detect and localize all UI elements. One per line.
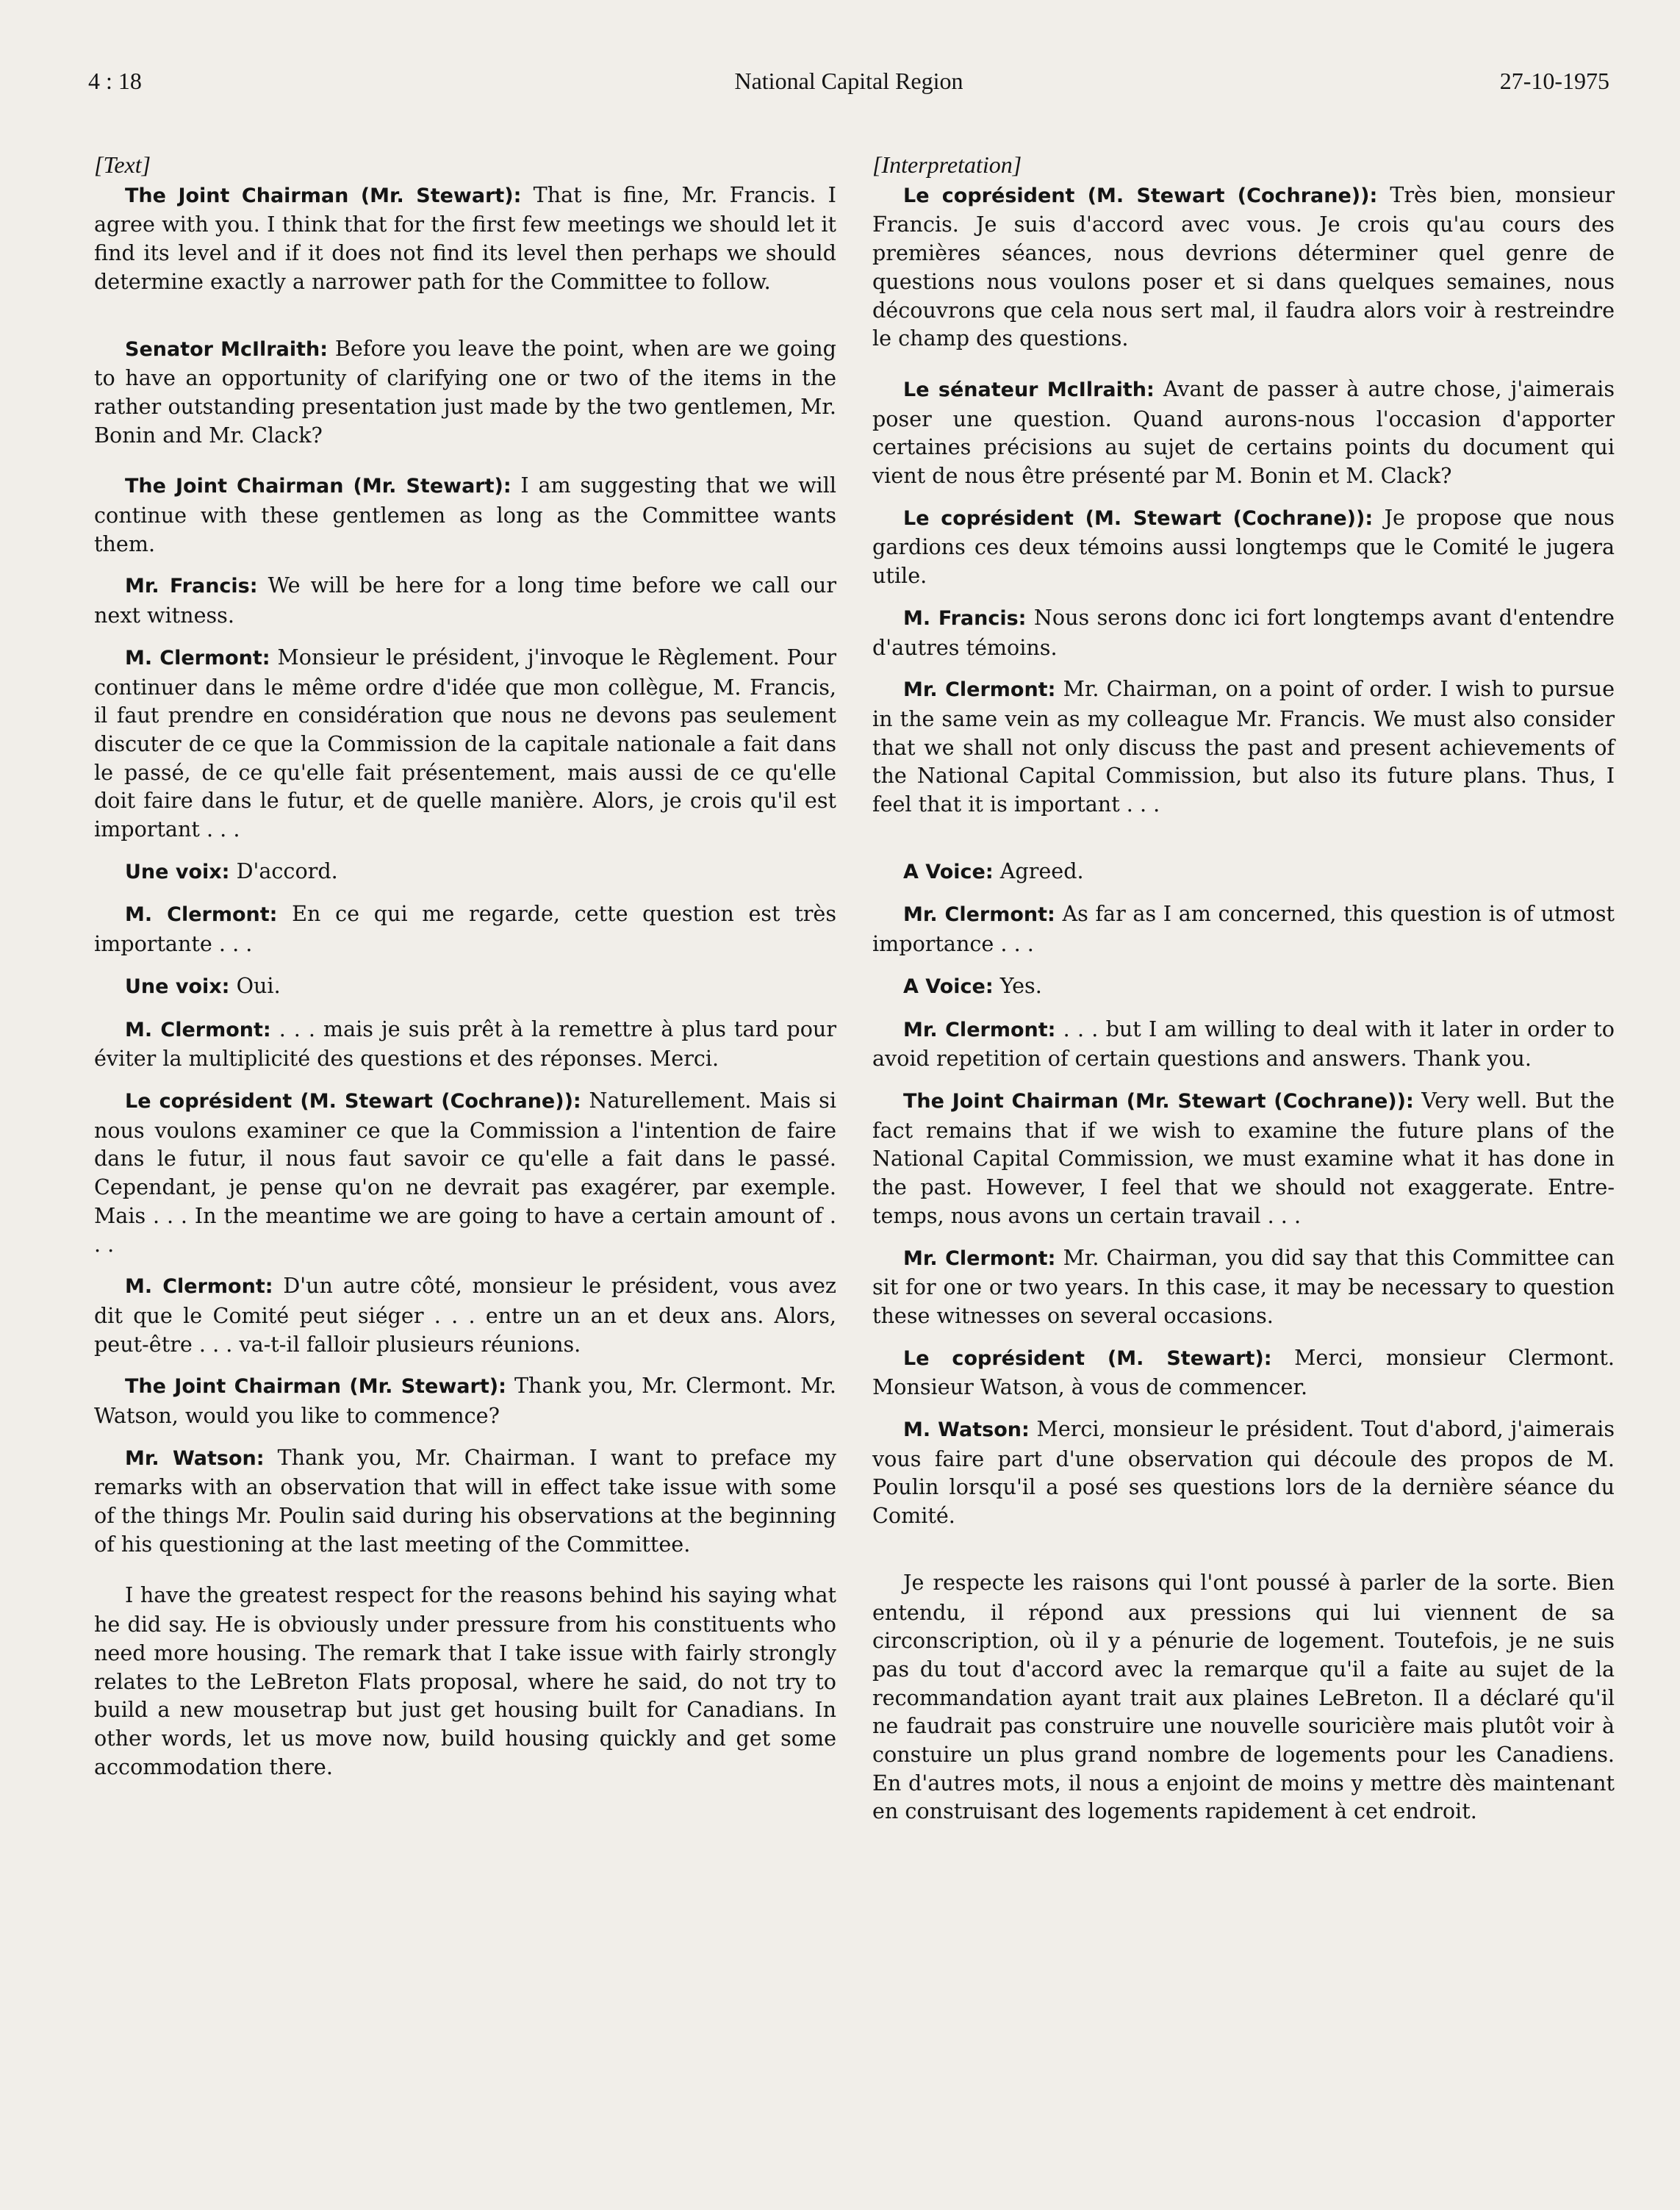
speaker-name: Mr. Watson: bbox=[125, 1446, 265, 1470]
transcript-paragraph bbox=[872, 675, 1615, 819]
transcript-paragraph bbox=[94, 1271, 836, 1358]
speech-text: . . . mais je suis prêt à la remettre à plus tard pour éviter la multiplicité des questions et des réponses. Merci. bbox=[94, 1016, 837, 1072]
speaker-name: Une voix: bbox=[125, 975, 230, 998]
transcript-paragraph bbox=[94, 1371, 836, 1429]
speech-text: Agreed. bbox=[999, 858, 1084, 883]
language-tag: [Interpretation] bbox=[872, 151, 1022, 178]
speaker-name: The Joint Chairman (Mr. Stewart): bbox=[125, 184, 522, 207]
speech-text: Before you leave the point, when are we going to have an opportunity of clarifying one or two of the items in the rather outstanding presentation just made by the two gentlemen, Mr. Bonin and Mr. Clack? bbox=[94, 335, 836, 448]
transcript-paragraph bbox=[872, 1415, 1615, 1530]
page-number: 4 : 18 bbox=[88, 68, 142, 94]
transcript-paragraph bbox=[94, 571, 836, 629]
speaker-name: Le coprésident (M. Stewart (Cochrane)): bbox=[903, 506, 1374, 530]
speech-text: Je respecte les raisons qui l'ont poussé à parler de la sorte. Bien entendu, il répond aux pressions qui lui viennent de sa circonscription, où il y a pénurie de logement. Toutefois, je ne suis pas du tout d'accord avec la remarque qu'il a faite au sujet de la recommandation ayant trait aux plaines LeBreton. Il a déclaré qu'il ne faudrait pas construire une nouvelle souricière mais plutôt voir à constuire un plus grand nombre de logements pour les Canadiens. En d'autres mots, il nous a enjoint de moins y mettre dès maintenant en construisant des logements rapidement à cet endroit. bbox=[872, 1569, 1615, 1824]
transcript-paragraph bbox=[872, 603, 1615, 661]
speech-text: D'un autre côté, monsieur le président, vous avez dit que le Comité peut siéger . . . entre un an et deux ans. Alors, peut-être . . . va-t-il falloir plusieurs réunions. bbox=[94, 1273, 836, 1357]
speaker-name: The Joint Chairman (Mr. Stewart): bbox=[125, 475, 511, 498]
speaker-name: Mr. Francis: bbox=[125, 575, 258, 598]
speaker-name: M. Clermont: bbox=[125, 1275, 273, 1299]
speaker-name: Le coprésident (M. Stewart (Cochrane)): bbox=[903, 184, 1378, 207]
speech-text: Naturellement. Mais si nous voulons examiner ce que la Commission a l'intention de faire dans le futur, il nous faut savoir ce qu'elle a fait dans le passé. Cependant, je pense qu'on ne devrait pas exagérer, par exemple. Mais . . . In the meantime we are going to have a certain amount of . . . bbox=[94, 1087, 836, 1257]
transcript-paragraph bbox=[872, 503, 1615, 590]
speaker-name: Le sénateur McIlraith: bbox=[903, 378, 1155, 401]
speech-text: Nous serons donc ici fort longtemps avant d'entendre d'autres témoins. bbox=[872, 604, 1615, 660]
transcript-paragraph bbox=[94, 181, 836, 296]
transcript-paragraph bbox=[94, 972, 836, 1002]
speech-text: Merci, monsieur Clermont. Monsieur Watson, à vous de commencer. bbox=[872, 1344, 1615, 1400]
transcript-paragraph bbox=[872, 1015, 1615, 1073]
speaker-name: A Voice: bbox=[903, 975, 994, 998]
page-header bbox=[88, 68, 1609, 104]
language-tag: [Text] bbox=[94, 151, 151, 178]
speaker-name: M. Clermont: bbox=[125, 646, 270, 670]
speaker-name: Mr. Clermont: bbox=[903, 903, 1055, 927]
left-column bbox=[94, 151, 836, 1781]
speaker-name: Mr. Clermont: bbox=[903, 1246, 1056, 1270]
transcript-paragraph bbox=[94, 643, 836, 844]
transcript-paragraph bbox=[94, 857, 836, 887]
speech-text: En ce qui me regarde, cette question est très importante . . . bbox=[94, 901, 836, 957]
speech-text: D'accord. bbox=[236, 858, 338, 883]
speech-text: Merci, monsieur le président. Tout d'abord, j'aimerais vous faire part d'une observation qui découle des propos de M. Poulin lorsqu'il a posé ses questions lors de la dernière séance du Comité. bbox=[872, 1416, 1615, 1529]
speech-text: I am suggesting that we will continue with these gentlemen as long as the Committee wants them. bbox=[94, 473, 836, 556]
speaker-name: M. Clermont: bbox=[125, 1018, 271, 1041]
speech-text: Très bien, monsieur Francis. Je suis d'accord avec vous. Je crois qu'au cours des premières séances, nous devrions déterminer quel genre de questions nous voulons poser et si dans quelques semaines, nous découvrons que cela nous sert mal, il faudra alors voir à restreindre le champ des questions. bbox=[872, 182, 1615, 351]
speech-text: I have the greatest respect for the reasons behind his saying what he did say. He is obviously under pressure from his constituents who need more housing. The remark that I take issue with fairly strongly relates to the LeBreton Flats proposal, where he said, do not try to build a new mousetrap but just get housing built for Canadians. In other words, let us move now, build housing quickly and get some accommodation there. bbox=[94, 1582, 836, 1779]
speech-text: That is fine, Mr. Francis. I agree with you. I think that for the first few meetings we should let it find its level and if it does not find its level then perhaps we should determine exactly a narrower path for the Committee to follow. bbox=[94, 182, 836, 294]
transcript-paragraph bbox=[94, 1581, 836, 1782]
speaker-name: Mr. Clermont: bbox=[903, 678, 1056, 702]
speech-text: Oui. bbox=[236, 972, 281, 998]
speech-text: Thank you, Mr. Clermont. Mr. Watson, would you like to commence? bbox=[94, 1373, 836, 1429]
transcript-paragraph bbox=[94, 1443, 836, 1559]
speaker-name: Senator McIlraith: bbox=[125, 337, 329, 361]
transcript-paragraph bbox=[872, 1086, 1615, 1230]
speech-text: We will be here for a long time before we call our next witness. bbox=[94, 573, 836, 628]
transcript-paragraph bbox=[94, 1015, 836, 1073]
speech-text: Mr. Chairman, you did say that this Committee can sit for one or two years. In this case, it may be necessary to question these witnesses on several occasions. bbox=[872, 1244, 1615, 1328]
speaker-name: A Voice: bbox=[903, 860, 994, 883]
page-date: 27-10-1975 bbox=[1499, 68, 1609, 94]
speech-text: Yes. bbox=[999, 972, 1042, 998]
speech-text: As far as I am concerned, this question is of utmost importance . . . bbox=[872, 901, 1615, 957]
speaker-name: Une voix: bbox=[125, 860, 230, 883]
transcript-paragraph bbox=[872, 1343, 1615, 1402]
speech-text: Je propose que nous gardions ces deux témoins aussi longtemps que le Comité le jugera utile. bbox=[872, 504, 1615, 589]
transcript-paragraph bbox=[872, 972, 1615, 1002]
speaker-name: Le coprésident (M. Stewart (Cochrane)): bbox=[125, 1089, 581, 1113]
transcript-paragraph bbox=[94, 1086, 836, 1258]
speech-text: Very well. But the fact remains that if we wish to examine the future plans of the National Capital Commission, we must examine what it has done in the past. However, I feel that we should not exaggerate. Entre-temps, nous avons un certain travail . . . bbox=[872, 1087, 1615, 1228]
transcript-paragraph bbox=[872, 181, 1615, 353]
speaker-name: M. Watson: bbox=[903, 1418, 1030, 1442]
transcript-paragraph bbox=[872, 900, 1615, 958]
running-title: National Capital Region bbox=[734, 68, 963, 94]
speech-text: Thank you, Mr. Chairman. I want to preface my remarks with an observation that will in effect take issue with some of the things Mr. Poulin said during his observations at the beginning of his questioning at the last meeting of the Committee. bbox=[94, 1444, 837, 1557]
transcript-paragraph bbox=[872, 1244, 1615, 1330]
right-column bbox=[872, 151, 1615, 1826]
speaker-name: The Joint Chairman (Mr. Stewart): bbox=[125, 1375, 506, 1399]
transcript-paragraph bbox=[94, 900, 836, 958]
transcript-paragraph bbox=[872, 857, 1615, 887]
speaker-name: Le coprésident (M. Stewart): bbox=[903, 1346, 1272, 1370]
speech-text: . . . but I am willing to deal with it later in order to avoid repetition of certain questions and answers. Thank you. bbox=[872, 1016, 1615, 1072]
transcript-paragraph bbox=[94, 471, 836, 558]
speaker-name: M. Francis: bbox=[903, 606, 1027, 630]
speaker-name: The Joint Chairman (Mr. Stewart (Cochrane)): bbox=[903, 1089, 1414, 1113]
speaker-name: Mr. Clermont: bbox=[903, 1018, 1056, 1041]
transcript-paragraph bbox=[872, 1568, 1615, 1826]
speech-text: Avant de passer à autre chose, j'aimerais poser une question. Quand aurons-nous l'occasion d'apporter certaines précisions au sujet de certains points du document qui vient de nous être présenté par M. Bonin et M. Clack? bbox=[872, 376, 1615, 489]
speech-text: Monsieur le président, j'invoque le Règlement. Pour continuer dans le même ordre d'idée que mon collègue, M. Francis, il faut prendre en considération que nous ne devons pas seulement discuter de ce que la Commission de la capitale nationale a fait dans le passé, de ce qu'elle fait présentement, mais aussi de ce qu'elle doit faire dans le futur, et de quelle manière. Alors, je crois qu'il est important . . . bbox=[94, 644, 836, 842]
speech-text: Mr. Chairman, on a point of order. I wish to pursue in the same vein as my colleague Mr. Francis. We must also consider that we shall not only discuss the past and present achievements of the National Capital Commission, but also its future plans. Thus, I feel that it is important . . . bbox=[872, 676, 1615, 817]
transcript-paragraph bbox=[94, 334, 836, 450]
transcript-paragraph bbox=[872, 375, 1615, 490]
speaker-name: M. Clermont: bbox=[125, 903, 278, 927]
